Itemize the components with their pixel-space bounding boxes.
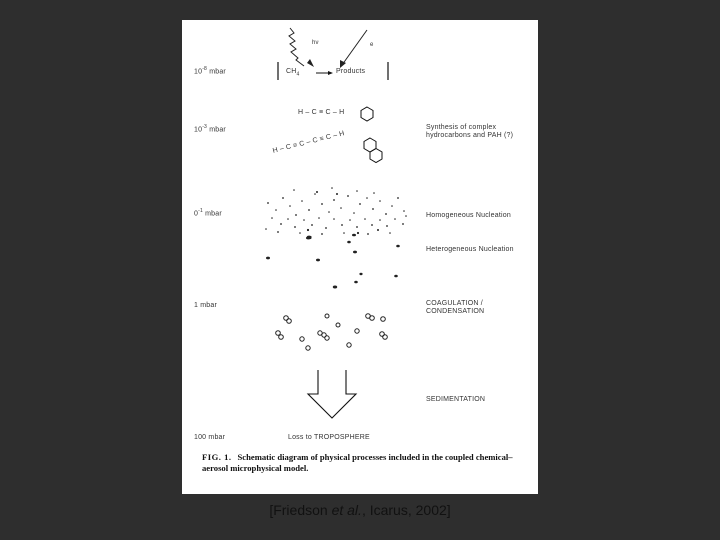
process-synthesis bbox=[426, 124, 513, 140]
loss-label: Loss to TROPOSPHERE bbox=[288, 434, 370, 441]
pressure-1-unit: mbar bbox=[209, 68, 226, 76]
pressure-2-mantissa: 10 bbox=[194, 126, 203, 134]
process-sedimentation: SEDIMENTATION bbox=[426, 396, 486, 403]
photon-arrowhead bbox=[307, 59, 314, 67]
reaction-product: Products bbox=[336, 68, 366, 75]
sedimentation-arrow bbox=[308, 370, 356, 418]
process-synthesis-line1: Synthesis of complex bbox=[426, 124, 497, 131]
acetylene-formula: H – C ≡ C – H bbox=[298, 109, 345, 116]
homogeneous-particles bbox=[265, 187, 407, 235]
citation-open: [Friedson bbox=[269, 502, 332, 518]
pressure-3-mantissa: 0 bbox=[194, 210, 199, 218]
process-homogeneous-nucleation: Homogeneous Nucleation bbox=[426, 212, 511, 219]
polyyne-formula: H – C ≡ C – C ≡ C – H bbox=[272, 130, 346, 155]
heterogeneous-particles bbox=[266, 234, 400, 289]
process-coagulation bbox=[426, 300, 484, 316]
pressure-label-5 bbox=[194, 434, 225, 441]
pressure-label-4 bbox=[194, 302, 217, 309]
caption-number: FIG. 1. bbox=[202, 452, 232, 462]
caption-text: Schematic diagram of physical processes included in the coupled chemical–aerosol microphysical model. bbox=[202, 452, 513, 473]
process-coagulation-line1: COAGULATION / bbox=[426, 300, 483, 307]
citation-rest: , Icarus, 2002] bbox=[361, 502, 451, 518]
process-synthesis-line2: hydrocarbons and PAH (?) bbox=[426, 132, 514, 139]
pressure-2-unit: mbar bbox=[209, 126, 226, 134]
pressure-1-mantissa: 10 bbox=[194, 68, 203, 76]
pressure-label-2 bbox=[194, 124, 226, 133]
process-coagulation-line2: CONDENSATION bbox=[426, 308, 485, 315]
electron-arrow bbox=[342, 30, 367, 65]
figure-panel bbox=[182, 20, 538, 494]
reaction-text bbox=[286, 68, 300, 77]
reactant-subscript: 4 bbox=[296, 71, 300, 78]
citation-etal: et al. bbox=[331, 502, 362, 518]
pressure-3-exponent: -1 bbox=[198, 208, 203, 214]
pressure-label-1 bbox=[194, 66, 226, 75]
reactant: CH bbox=[286, 68, 297, 75]
benzene-ring bbox=[361, 107, 373, 121]
pressure-label-3 bbox=[194, 208, 222, 217]
pressure-3-unit: mbar bbox=[205, 210, 222, 218]
coagulated-aggregates bbox=[276, 314, 388, 350]
reaction-arrowhead bbox=[328, 71, 333, 75]
pressure-2-exponent: -3 bbox=[202, 124, 208, 130]
naphthalene-ring bbox=[364, 138, 382, 163]
pressure-5-unit: 100 mbar bbox=[194, 434, 226, 441]
citation bbox=[0, 502, 720, 518]
electron-label: e bbox=[370, 42, 374, 48]
pressure-4-unit: 1 mbar bbox=[194, 302, 217, 309]
schematic-drawing bbox=[182, 20, 538, 494]
photon-wave bbox=[289, 28, 304, 66]
photon-label: hν bbox=[312, 40, 319, 46]
process-heterogeneous-nucleation: Heterogeneous Nucleation bbox=[426, 246, 514, 253]
pressure-1-exponent: -8 bbox=[202, 66, 208, 72]
figure-caption bbox=[202, 452, 532, 474]
